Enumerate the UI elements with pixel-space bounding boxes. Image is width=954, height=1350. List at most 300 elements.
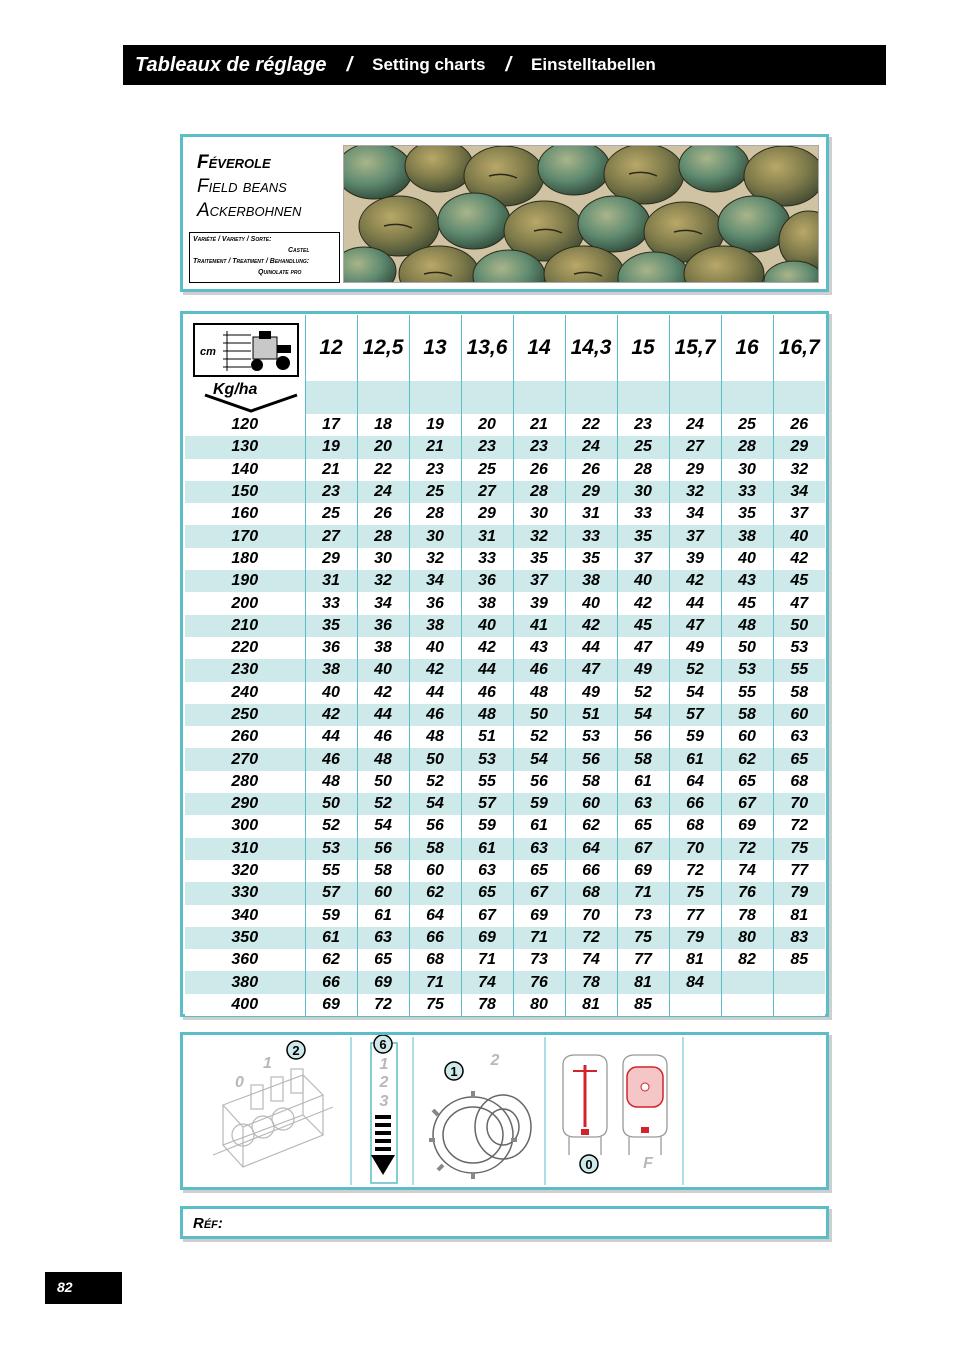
value-cell: 33 — [721, 481, 773, 503]
variety-label: Variété / Variety / Sorte: — [193, 236, 272, 243]
treatment-value: Quinolate pro — [258, 269, 302, 276]
value-cell: 45 — [721, 592, 773, 614]
value-cell: 40 — [357, 659, 409, 681]
crop-panel — [180, 134, 829, 292]
value-cell: 40 — [461, 615, 513, 637]
column-header: 14 — [513, 315, 565, 381]
column-header: 12 — [305, 315, 357, 381]
column-subheader — [357, 381, 409, 414]
rate-cell: 380 — [185, 971, 305, 993]
table-row — [185, 860, 825, 882]
value-cell: 48 — [357, 748, 409, 770]
rate-cell: 300 — [185, 815, 305, 837]
value-cell: 61 — [305, 927, 357, 949]
value-cell: 49 — [669, 637, 721, 659]
column-header: 16,7 — [773, 315, 825, 381]
value-cell: 28 — [357, 525, 409, 547]
value-cell: 62 — [721, 748, 773, 770]
value-cell: 50 — [305, 793, 357, 815]
value-cell: 47 — [617, 637, 669, 659]
value-cell: 58 — [357, 860, 409, 882]
value-cell: 35 — [305, 615, 357, 637]
value-cell: 65 — [461, 882, 513, 904]
value-cell: 45 — [617, 615, 669, 637]
value-cell: 40 — [773, 525, 825, 547]
value-cell: 81 — [565, 994, 617, 1016]
value-cell: 56 — [357, 838, 409, 860]
value-cell: 30 — [617, 481, 669, 503]
value-cell: 66 — [305, 971, 357, 993]
value-cell: 77 — [773, 860, 825, 882]
value-cell: 53 — [305, 838, 357, 860]
table-row — [185, 525, 825, 547]
rate-unit-cell — [185, 381, 305, 414]
rate-cell: 190 — [185, 570, 305, 592]
column-header: 13,6 — [461, 315, 513, 381]
scale-label-3: 3 — [379, 1093, 389, 1110]
value-cell: 29 — [305, 548, 357, 570]
rate-cell: 240 — [185, 682, 305, 704]
table-row — [185, 971, 825, 993]
column-header: 12,5 — [357, 315, 409, 381]
value-cell: 62 — [409, 882, 461, 904]
value-cell: 36 — [461, 570, 513, 592]
value-cell: 23 — [461, 436, 513, 458]
lever-label-0: 0 — [235, 1074, 244, 1091]
value-cell: 62 — [565, 815, 617, 837]
reference-label: Réf: — [193, 1215, 223, 1232]
value-cell: 52 — [669, 659, 721, 681]
value-cell: 50 — [721, 637, 773, 659]
value-cell: 33 — [461, 548, 513, 570]
rate-cell: 150 — [185, 481, 305, 503]
header-title-fr: Tableaux de réglage — [135, 53, 327, 76]
rate-cell: 230 — [185, 659, 305, 681]
value-cell: 57 — [669, 704, 721, 726]
value-cell: 33 — [565, 525, 617, 547]
rate-cell: 250 — [185, 704, 305, 726]
value-cell: 64 — [565, 838, 617, 860]
value-cell: 63 — [513, 838, 565, 860]
rate-cell: 220 — [185, 637, 305, 659]
value-cell: 31 — [461, 525, 513, 547]
value-cell: 57 — [461, 793, 513, 815]
value-cell: 25 — [721, 414, 773, 436]
page-header — [123, 45, 886, 85]
column-subheader — [773, 381, 825, 414]
value-cell: 65 — [617, 815, 669, 837]
value-cell: 36 — [357, 615, 409, 637]
value-cell: 28 — [513, 481, 565, 503]
value-cell: 49 — [565, 682, 617, 704]
value-cell: 69 — [513, 905, 565, 927]
table-row — [185, 503, 825, 525]
value-cell: 47 — [669, 615, 721, 637]
value-cell: 68 — [409, 949, 461, 971]
value-cell: 38 — [357, 637, 409, 659]
value-cell: 32 — [773, 459, 825, 481]
value-cell: 23 — [409, 459, 461, 481]
setting-table-panel — [180, 311, 829, 1017]
table-row — [185, 570, 825, 592]
scale-label-2: 2 — [379, 1074, 389, 1091]
value-cell: 44 — [409, 682, 461, 704]
value-cell: 53 — [565, 726, 617, 748]
table-row — [185, 659, 825, 681]
value-cell: 47 — [565, 659, 617, 681]
value-cell: 73 — [513, 949, 565, 971]
value-cell: 69 — [617, 860, 669, 882]
value-cell: 60 — [409, 860, 461, 882]
value-cell: 69 — [461, 927, 513, 949]
value-cell: 38 — [461, 592, 513, 614]
value-cell: 22 — [565, 414, 617, 436]
value-cell: 84 — [669, 971, 721, 993]
value-cell: 25 — [461, 459, 513, 481]
value-cell: 28 — [721, 436, 773, 458]
value-cell: 46 — [305, 748, 357, 770]
value-cell: 74 — [461, 971, 513, 993]
treatment-label: Traitement / Treatment / Behandlung: — [193, 258, 310, 265]
value-cell: 42 — [773, 548, 825, 570]
value-cell: 34 — [357, 592, 409, 614]
value-cell: 35 — [721, 503, 773, 525]
value-cell: 50 — [513, 704, 565, 726]
value-cell: 56 — [565, 748, 617, 770]
value-cell: 48 — [721, 615, 773, 637]
rate-cell: 200 — [185, 592, 305, 614]
value-cell: 76 — [721, 882, 773, 904]
value-cell: 29 — [669, 459, 721, 481]
value-cell: 39 — [513, 592, 565, 614]
value-cell: 78 — [721, 905, 773, 927]
value-cell: 20 — [461, 414, 513, 436]
header-title-en: Setting charts — [372, 55, 486, 74]
table-row — [185, 927, 825, 949]
column-subheader — [513, 381, 565, 414]
value-cell: 42 — [409, 659, 461, 681]
page-number: 82 — [45, 1272, 122, 1304]
rate-cell: 260 — [185, 726, 305, 748]
value-cell: 54 — [617, 704, 669, 726]
value-cell: 38 — [721, 525, 773, 547]
value-cell: 74 — [565, 949, 617, 971]
value-cell: 71 — [409, 971, 461, 993]
value-cell: 37 — [617, 548, 669, 570]
value-cell: 56 — [513, 771, 565, 793]
value-cell: 81 — [617, 971, 669, 993]
value-cell: 77 — [669, 905, 721, 927]
rate-cell: 290 — [185, 793, 305, 815]
value-cell: 25 — [409, 481, 461, 503]
flap-label: F — [643, 1155, 653, 1172]
value-cell: 42 — [565, 615, 617, 637]
value-cell: 55 — [461, 771, 513, 793]
table-row — [185, 592, 825, 614]
value-cell: 80 — [513, 994, 565, 1016]
rate-cell: 340 — [185, 905, 305, 927]
table-row — [185, 905, 825, 927]
column-subheader — [721, 381, 773, 414]
scale-badge: 6 — [379, 1037, 387, 1052]
scale-gauge-illustration — [371, 1035, 397, 1183]
value-cell: 55 — [721, 682, 773, 704]
setting-table — [185, 315, 825, 1016]
value-cell: 49 — [617, 659, 669, 681]
value-cell: 68 — [565, 882, 617, 904]
column-header: 15,7 — [669, 315, 721, 381]
table-row — [185, 704, 825, 726]
value-cell: 30 — [721, 459, 773, 481]
table-row — [185, 882, 825, 904]
value-cell: 27 — [305, 525, 357, 547]
value-cell: 52 — [357, 793, 409, 815]
value-cell: 75 — [409, 994, 461, 1016]
rate-cell: 270 — [185, 748, 305, 770]
value-cell: 64 — [669, 771, 721, 793]
value-cell: 56 — [409, 815, 461, 837]
value-cell: 43 — [513, 637, 565, 659]
value-cell: 58 — [721, 704, 773, 726]
value-cell: 74 — [721, 860, 773, 882]
value-cell: 52 — [513, 726, 565, 748]
column-subheader — [565, 381, 617, 414]
value-cell: 44 — [461, 659, 513, 681]
value-cell: 60 — [357, 882, 409, 904]
value-cell: 34 — [409, 570, 461, 592]
value-cell: 22 — [357, 459, 409, 481]
rate-cell: 350 — [185, 927, 305, 949]
value-cell: 80 — [721, 927, 773, 949]
value-cell: 59 — [669, 726, 721, 748]
rate-cell: 120 — [185, 414, 305, 436]
table-row — [185, 994, 825, 1016]
value-cell: 60 — [721, 726, 773, 748]
value-cell: 30 — [513, 503, 565, 525]
value-cell: 54 — [357, 815, 409, 837]
value-cell: 81 — [669, 949, 721, 971]
value-cell: 33 — [305, 592, 357, 614]
value-cell: 42 — [669, 570, 721, 592]
value-cell: 52 — [305, 815, 357, 837]
column-subheader — [461, 381, 513, 414]
variety-box — [189, 232, 340, 283]
value-cell: 45 — [773, 570, 825, 592]
value-cell: 53 — [721, 659, 773, 681]
value-cell: 78 — [461, 994, 513, 1016]
value-cell: 65 — [773, 748, 825, 770]
value-cell: 68 — [669, 815, 721, 837]
value-cell: 75 — [773, 838, 825, 860]
value-cell: 72 — [773, 815, 825, 837]
rate-cell: 130 — [185, 436, 305, 458]
value-cell: 65 — [513, 860, 565, 882]
value-cell: 44 — [357, 704, 409, 726]
lever-badge: 2 — [292, 1043, 300, 1058]
value-cell: 66 — [669, 793, 721, 815]
value-cell: 29 — [461, 503, 513, 525]
crop-name-en: Field beans — [197, 176, 287, 197]
table-row — [185, 481, 825, 503]
value-cell: 75 — [669, 882, 721, 904]
value-cell: 27 — [461, 481, 513, 503]
table-row — [185, 748, 825, 770]
value-cell: 48 — [461, 704, 513, 726]
rate-cell: 400 — [185, 994, 305, 1016]
value-cell: 26 — [565, 459, 617, 481]
value-cell: 70 — [565, 905, 617, 927]
value-cell: 21 — [513, 414, 565, 436]
value-cell: 85 — [773, 949, 825, 971]
value-cell: 24 — [565, 436, 617, 458]
value-cell: 46 — [357, 726, 409, 748]
value-cell: 37 — [513, 570, 565, 592]
value-cell: 36 — [305, 637, 357, 659]
value-cell: 78 — [565, 971, 617, 993]
column-header: 14,3 — [565, 315, 617, 381]
scale-label-1: 1 — [379, 1056, 389, 1073]
value-cell: 83 — [773, 927, 825, 949]
value-cell: 19 — [305, 436, 357, 458]
value-cell: 66 — [409, 927, 461, 949]
crop-name-fr: Féverole — [197, 152, 271, 173]
value-cell: 75 — [617, 927, 669, 949]
value-cell: 46 — [409, 704, 461, 726]
value-cell: 72 — [669, 860, 721, 882]
value-cell: 37 — [773, 503, 825, 525]
value-cell: 63 — [617, 793, 669, 815]
value-cell: 38 — [565, 570, 617, 592]
table-row — [185, 615, 825, 637]
settings-illustrations-panel — [180, 1032, 829, 1190]
gearbox-lever-illustration — [213, 1041, 333, 1167]
rate-cell: 310 — [185, 838, 305, 860]
value-cell: 67 — [513, 882, 565, 904]
rate-unit-label: Kg/ha — [213, 381, 258, 398]
variety-value: Castel — [288, 247, 310, 254]
value-cell: 58 — [565, 771, 617, 793]
rate-cell: 330 — [185, 882, 305, 904]
value-cell: 40 — [305, 682, 357, 704]
table-row — [185, 949, 825, 971]
value-cell: 42 — [617, 592, 669, 614]
value-cell: 28 — [409, 503, 461, 525]
value-cell: 52 — [409, 771, 461, 793]
value-cell: 51 — [461, 726, 513, 748]
value-cell: 58 — [773, 682, 825, 704]
value-cell: 25 — [305, 503, 357, 525]
value-cell: 65 — [357, 949, 409, 971]
value-cell: 81 — [773, 905, 825, 927]
value-cell: 53 — [773, 637, 825, 659]
value-cell: 69 — [305, 994, 357, 1016]
value-cell: 79 — [669, 927, 721, 949]
value-cell: 48 — [513, 682, 565, 704]
value-cell: 32 — [357, 570, 409, 592]
value-cell: 59 — [513, 793, 565, 815]
value-cell: 36 — [409, 592, 461, 614]
value-cell: 46 — [513, 659, 565, 681]
rate-cell: 210 — [185, 615, 305, 637]
value-cell: 55 — [305, 860, 357, 882]
value-cell: 72 — [565, 927, 617, 949]
value-cell: 32 — [513, 525, 565, 547]
rate-cell: 140 — [185, 459, 305, 481]
value-cell: 59 — [305, 905, 357, 927]
value-cell: 54 — [513, 748, 565, 770]
value-cell: 61 — [617, 771, 669, 793]
value-cell: 50 — [409, 748, 461, 770]
column-subheader — [409, 381, 461, 414]
value-cell: 58 — [409, 838, 461, 860]
value-cell: 65 — [721, 771, 773, 793]
value-cell: 42 — [357, 682, 409, 704]
sprocket-illustration — [429, 1052, 531, 1179]
value-cell: 50 — [357, 771, 409, 793]
value-cell: 44 — [669, 592, 721, 614]
value-cell: 56 — [617, 726, 669, 748]
value-cell: 51 — [565, 704, 617, 726]
value-cell: 32 — [669, 481, 721, 503]
value-cell — [773, 994, 825, 1016]
table-row — [185, 459, 825, 481]
value-cell: 19 — [409, 414, 461, 436]
value-cell: 30 — [357, 548, 409, 570]
value-cell: 63 — [357, 927, 409, 949]
value-cell: 42 — [461, 637, 513, 659]
value-cell: 42 — [305, 704, 357, 726]
value-cell: 35 — [513, 548, 565, 570]
value-cell: 54 — [409, 793, 461, 815]
value-cell: 85 — [617, 994, 669, 1016]
table-corner — [185, 315, 305, 381]
seed-drill-icon — [193, 323, 299, 377]
value-cell: 58 — [617, 748, 669, 770]
value-cell: 72 — [721, 838, 773, 860]
value-cell — [669, 994, 721, 1016]
value-cell: 82 — [721, 949, 773, 971]
column-subheader — [617, 381, 669, 414]
value-cell: 64 — [409, 905, 461, 927]
value-cell: 69 — [357, 971, 409, 993]
value-cell: 71 — [617, 882, 669, 904]
value-cell: 33 — [617, 503, 669, 525]
value-cell: 40 — [721, 548, 773, 570]
value-cell: 23 — [513, 436, 565, 458]
value-cell: 76 — [513, 971, 565, 993]
rate-cell: 280 — [185, 771, 305, 793]
corner-unit-label: cm — [200, 346, 216, 358]
flap-badge: 0 — [585, 1157, 593, 1172]
value-cell: 25 — [617, 436, 669, 458]
value-cell: 41 — [513, 615, 565, 637]
value-cell: 61 — [461, 838, 513, 860]
table-row — [185, 771, 825, 793]
value-cell: 53 — [461, 748, 513, 770]
value-cell: 38 — [409, 615, 461, 637]
value-cell — [773, 971, 825, 993]
value-cell — [721, 994, 773, 1016]
reference-box — [180, 1206, 829, 1239]
value-cell: 52 — [617, 682, 669, 704]
rate-cell: 320 — [185, 860, 305, 882]
value-cell: 48 — [305, 771, 357, 793]
header-title-de: Einstelltabellen — [531, 55, 656, 74]
value-cell: 43 — [721, 570, 773, 592]
rate-cell: 360 — [185, 949, 305, 971]
lever-label-1: 1 — [263, 1055, 272, 1072]
value-cell: 18 — [357, 414, 409, 436]
